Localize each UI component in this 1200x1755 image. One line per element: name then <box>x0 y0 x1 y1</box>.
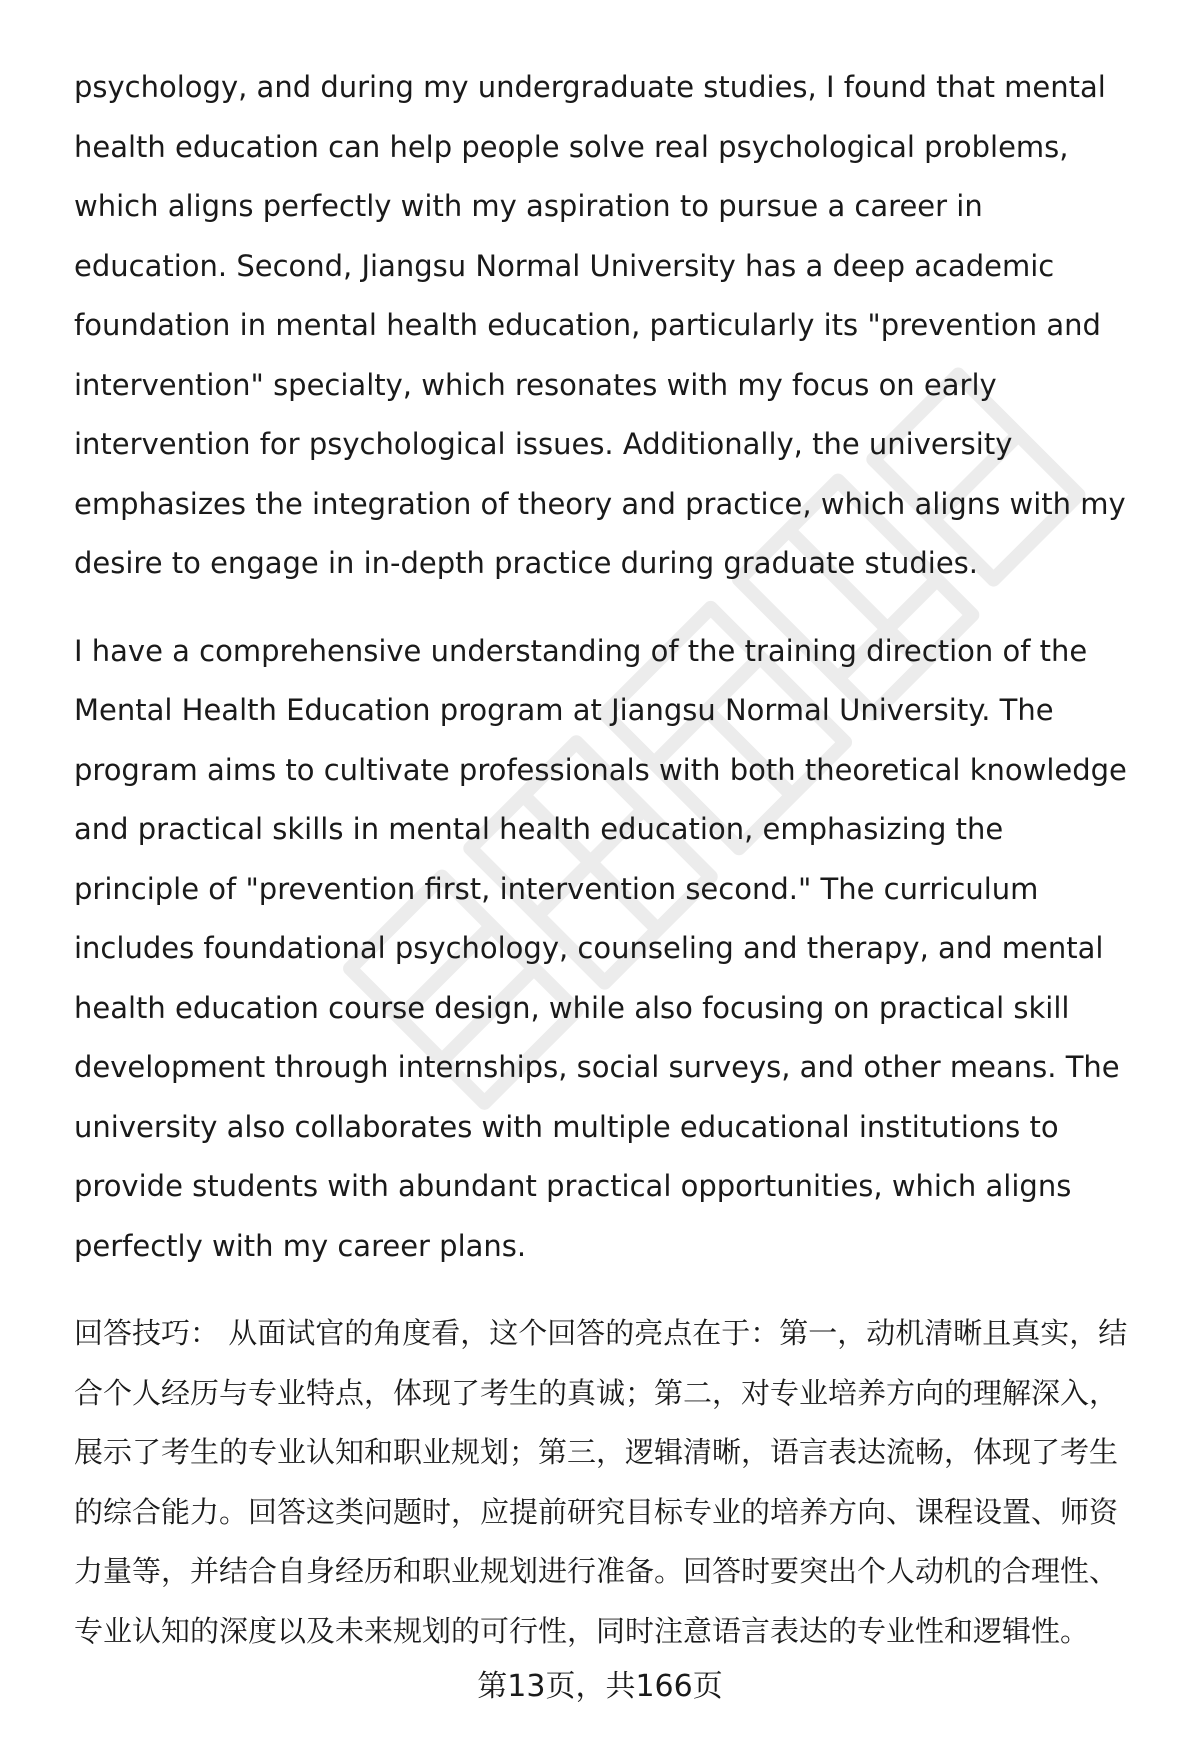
body-paragraph-1: psychology, and during my undergraduate studies, I found that mental health education can help people solve real psychological problems, which aligns perfectly with my aspiration to pursue a career in education. Second, Jiangsu Normal University has a deep academic foundation in mental health education, particularly its "prevention and intervention" specialty, which resonates with my focus on early intervention for psychological issues. Additionally, the university emphasizes the integration of theory and practice, which aligns with my desire to engage in in-depth practice during graduate studies. <box>74 70 1126 580</box>
body-paragraph-2: I have a comprehensive understanding of the training direction of the Mental Health Education program at Jiangsu Normal University. The program aims to cultivate professionals with both theoretical knowledge and practical skills in mental health education, emphasizing the principle of "prevention first, intervention second." The curriculum includes foundational psychology, counseling and therapy, and mental health education course design, while also focusing on practical skill development through internships, social surveys, and other means. The university also collaborates with multiple educational institutions to provide students with abundant practical opportunities, which aligns perfectly with my career plans. <box>74 633 1127 1263</box>
answer-tips-paragraph: 回答技巧： 从面试官的角度看，这个回答的亮点在于：第一，动机清晰且真实，结合个人经历与专业特点，体现了考生的真诚；第二，对专业培养方向的理解深入，展示了考生的专业认知和职业规划；第三，逻辑清晰，语言表达流畅，体现了考生的综合能力。回答这类问题时，应提前研究目标专业的培养方向、课程设置、师资力量等，并结合自身经历和职业规划进行准备。回答时要突出个人动机的合理性、专业认知的深度以及未来规划的可行性，同时注意语言表达的专业性和逻辑性。 <box>74 1316 1128 1648</box>
page-number-footer: 第13页，共166页 <box>477 1669 723 1704</box>
